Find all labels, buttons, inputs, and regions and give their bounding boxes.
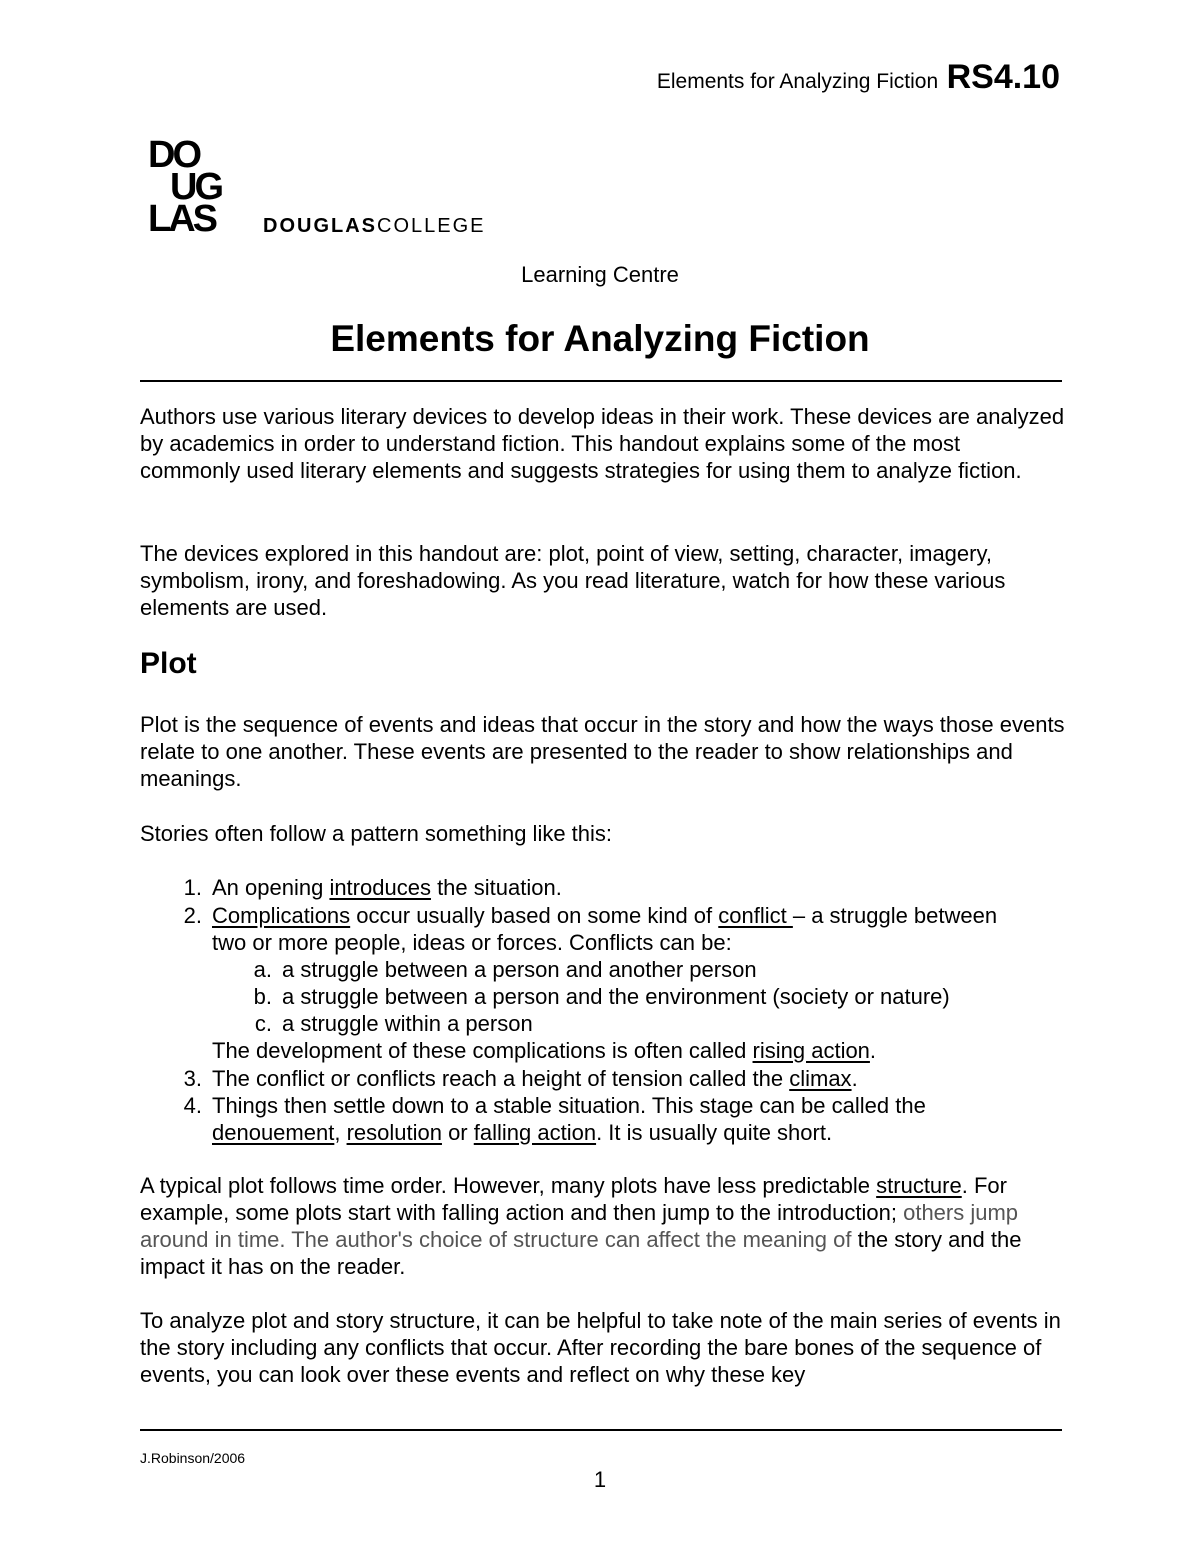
- bottom-divider: [140, 1429, 1062, 1431]
- list-text: The conflict or conflicts reach a height of tension called the climax.: [212, 1066, 858, 1091]
- top-divider: [140, 380, 1062, 382]
- intro-paragraph-2: The devices explored in this handout are: plot, point of view, setting, character, imagery, symbolism, irony, and foreshadowing. As you read literature, watch for how these various elements are used.: [140, 541, 1006, 620]
- plot-paragraph-2: Stories often follow a pattern something like this:: [140, 821, 613, 846]
- header-title: Elements for Analyzing Fiction: [656, 70, 939, 93]
- header-code: RS4.10: [946, 58, 1060, 96]
- list-item-continuation: denouement, resolution or falling action. It is usually quite short.: [212, 1120, 833, 1145]
- list-number: 1.: [183, 875, 202, 900]
- sub-list-letter: c.: [254, 1011, 272, 1036]
- douglas-logo: [148, 134, 248, 240]
- list-text: Things then settle down to a stable situation. This stage can be called the: [212, 1093, 926, 1118]
- college-name: [263, 215, 485, 238]
- department-name: Learning Centre: [521, 262, 679, 287]
- logo-line-3: LAS: [148, 198, 215, 240]
- page-number: 1: [593, 1467, 607, 1492]
- list-text: An opening introduces the situation.: [212, 875, 562, 900]
- page-title: Elements for Analyzing Fiction: [330, 318, 870, 359]
- plot-paragraph-3: A typical plot follows time order. However, many plots have less predictable structure. For example, some plots start with falling action and then jump to the introduction; others jump around in time. The author's choice of structure can affect the meaning of the story and the impact it has on the reader.: [140, 1173, 1022, 1279]
- list-number: 3.: [183, 1066, 202, 1091]
- list-item-continuation: two or more people, ideas or forces. Conflicts can be:: [212, 930, 732, 955]
- sub-list-text: a struggle within a person: [282, 1011, 533, 1036]
- plot-paragraph-1: Plot is the sequence of events and ideas that occur in the story and how the ways those events relate to one another. These events are presented to the reader to show relationships and meanings.: [140, 712, 1065, 791]
- plot-paragraph-4: To analyze plot and story structure, it can be helpful to take note of the main series of events in the story including any conflicts that occur. After recording the bare bones of the sequence of events, you can look over these events and reflect on why these key: [140, 1308, 1061, 1387]
- sub-list-letter: a.: [253, 957, 272, 982]
- intro-paragraph-1: Authors use various literary devices to develop ideas in their work. These devices are analyzed by academics in order to understand fiction. This handout explains some of the most commonly used literary elements and suggests strategies for using them to analyze fiction.: [140, 404, 1065, 483]
- sub-list-text: a struggle between a person and another person: [282, 957, 757, 982]
- sub-list-letter: b.: [253, 984, 272, 1009]
- list-item-continuation: The development of these complications is often called rising action.: [212, 1038, 877, 1063]
- college-name-regular: COLLEGE: [377, 215, 486, 237]
- logo-line-1: DO: [148, 134, 199, 176]
- sub-list-text: a struggle between a person and the environment (society or nature): [282, 984, 950, 1009]
- footer-author: J.Robinson/2006: [140, 1450, 246, 1466]
- page-header: [657, 58, 1060, 97]
- list-number: 2.: [183, 903, 202, 928]
- list-text: Complications occur usually based on some kind of conflict – a struggle between: [212, 903, 998, 928]
- logo-line-2: UG: [170, 166, 221, 208]
- section-heading-plot: Plot: [140, 647, 197, 680]
- list-number: 4.: [183, 1093, 202, 1118]
- college-name-bold: DOUGLAS: [263, 215, 377, 237]
